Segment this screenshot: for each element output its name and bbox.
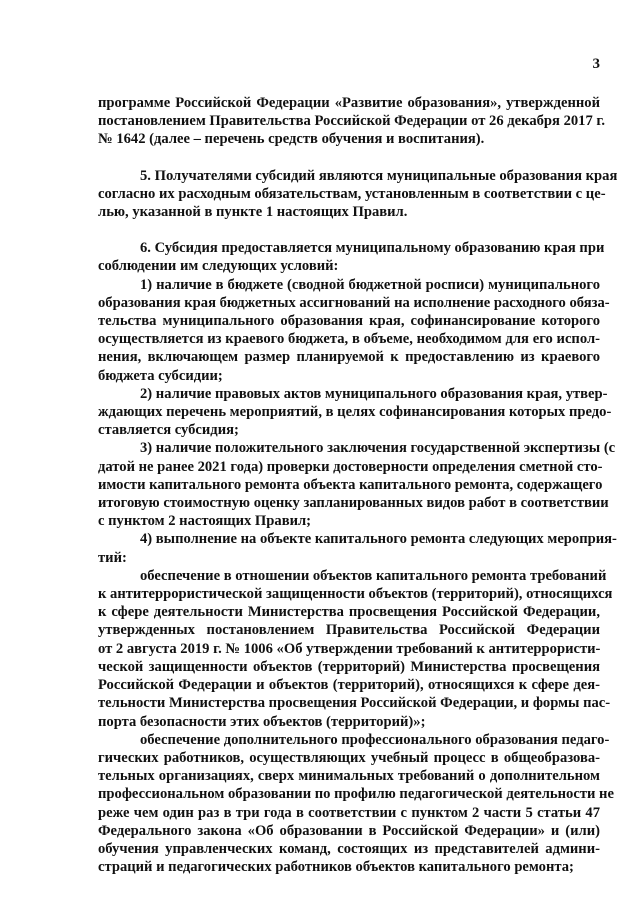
text-line: ческой защищенности объектов (территорий) Министерства просвещения — [98, 658, 600, 675]
text-line: 1) наличие в бюджете (сводной бюджетной росписи) муниципального — [140, 276, 600, 293]
paragraph-gap — [98, 149, 600, 167]
text-line: порта безопасности этих объектов (территорий)»; — [98, 713, 426, 730]
text-line: Российской Федерации и объектов (территорий), относящихся к сфере дея- — [98, 677, 600, 694]
paragraph-5 — [98, 167, 618, 222]
text-line: 3) наличие положительного заключения государственной экспертизы (с — [140, 440, 616, 457]
text-line: тельности Министерства просвещения Российской Федерации, и формы пас- — [98, 695, 611, 712]
text-line: Федерального закона «Об образовании в Российской Федерации» и (или) — [98, 822, 600, 839]
text-line: осуществляется из краевого бюджета, в объеме, необходимом для его испол- — [98, 331, 600, 348]
text-line: гических работников, осуществляющих учебный процесс в общеобразова- — [98, 749, 600, 766]
paragraph-6-2 — [98, 385, 612, 440]
text-line: обеспечение дополнительного профессионального образования педаго- — [140, 731, 610, 748]
text-line: тий: — [98, 549, 127, 566]
text-line: 5. Получателями субсидий являются муниципальные образования края — [140, 167, 618, 184]
text-line: 2) наличие правовых актов муниципального образования края, утвер- — [140, 385, 608, 402]
text-line: лью, указанной в пункте 1 настоящих Правил. — [98, 204, 408, 221]
text-line: № 1642 (далее – перечень средств обучения и воспитания). — [98, 131, 485, 148]
text-line: обеспечение в отношении объектов капитального ремонта требований — [140, 567, 607, 584]
text-line: профессиональном образовании по профилю педагогической деятельности не — [98, 786, 614, 803]
text-line: утвержденных постановлением Правительства Российской Федерации — [98, 622, 600, 639]
text-line: ставляется субсидия; — [98, 422, 239, 439]
page-number: 3 — [592, 56, 600, 72]
text-line: образования края бюджетных ассигнований на исполнение расходного обяза- — [98, 294, 610, 311]
text-line: датой не ранее 2021 года) проверки достоверности определения сметной сто- — [98, 458, 603, 475]
text-line: тельных организациях, сверх минимальных требований о дополнительном — [98, 768, 600, 785]
paragraph-6-4-b — [98, 731, 614, 877]
paragraph-gap — [98, 221, 600, 239]
text-line: итоговую стоимостную оценку запланированных видов работ в соответствии — [98, 495, 609, 512]
paragraph-6-4-a — [98, 567, 613, 731]
text-line: программе Российской Федерации «Развитие образования», утвержденной — [98, 95, 600, 111]
text-line: нения, включающем размер планируемой к предоставлению из краевого — [98, 349, 600, 366]
text-line: обучения управленческих команд, состоящих из представителей админи- — [98, 840, 600, 857]
text-line: бюджета субсидии; — [98, 367, 223, 384]
text-line: страций и педагогических работников объектов капитального ремонта; — [98, 859, 574, 876]
paragraph-6-4 — [98, 530, 617, 566]
document-body — [98, 94, 618, 876]
text-line: имости капитального ремонта объекта капитального ремонта, содержащего — [98, 476, 603, 493]
paragraph-intro — [98, 94, 606, 149]
text-line: 4) выполнение на объекте капитального ремонта следующих мероприя- — [140, 531, 617, 548]
paragraph-6-1 — [98, 276, 610, 385]
text-line: соблюдении им следующих условий: — [98, 258, 339, 275]
text-line: к сфере деятельности Министерства просвещения Российской Федерации, — [98, 604, 600, 621]
text-line: 6. Субсидия предоставляется муниципальному образованию края при — [140, 240, 605, 257]
text-line: тельства муниципального образования края, софинансирование которого — [98, 313, 600, 330]
paragraph-6 — [98, 239, 605, 275]
text-line: с пунктом 2 настоящих Правил; — [98, 513, 312, 530]
paragraph-6-3 — [98, 439, 616, 530]
text-line: реже чем один раз в три года в соответствии с пунктом 2 части 5 статьи 47 — [98, 804, 600, 821]
text-line: согласно их расходным обязательствам, установленным в соответствии с це- — [98, 185, 606, 202]
text-line: к антитеррористической защищенности объектов (территорий), относящихся — [98, 586, 613, 603]
text-line: ждающих перечень мероприятий, в целях софинансирования которых предо- — [98, 404, 612, 421]
text-line: постановлением Правительства Российской Федерации от 26 декабря 2017 г. — [98, 113, 606, 130]
text-line: от 2 августа 2019 г. № 1006 «Об утверждении требований к антитеррористи- — [98, 640, 601, 657]
